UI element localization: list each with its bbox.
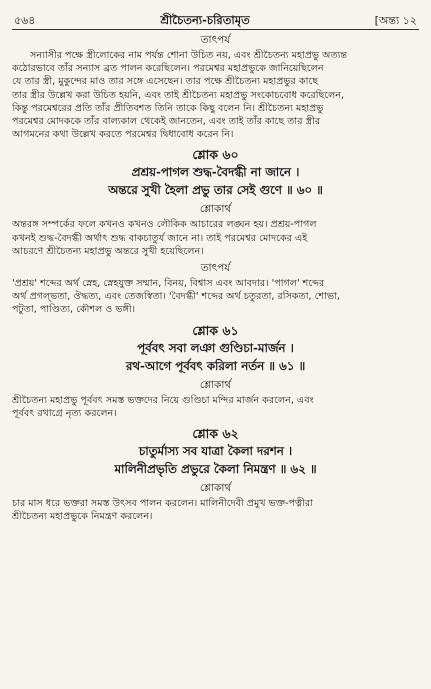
verse-62-translation: চার মাস ধরে ভক্তরা সমস্ত উৎসব পালন করলেন। মালিনীদেবী প্রমুখ ভক্ত-পত্নীরা শ্রীচৈতন্য মহাপ্রভুকে নিমন্ত্রণ করলেন। (12, 498, 313, 523)
verse-60-line-1: প্রশ্রয়-পাগল শুদ্ধ-বৈদগ্ধী না জানে । (131, 165, 300, 180)
page-number: ৫৬৪ (14, 14, 36, 27)
verse-61-title: শ্লোক ৬১ (192, 322, 239, 338)
verse-61-translation: শ্রীচৈতন্য মহাপ্রভু পূর্ববৎ সমস্ত ভক্তদের নিয়ে গুণ্ডিচা মন্দির মার্জন করলেন, এবং পূর্ববৎ রথাগ্রে নৃত্য করলেন। (12, 394, 314, 419)
page-header (12, 4, 419, 30)
verse-62-line-1: চাতুর্মাস্য সব যাত্রা কৈলা দরশন । (138, 444, 293, 459)
verse-61-line-2: রথ-আগে পূর্ববৎ করিলা নর্তন ॥ ৬১ ॥ (125, 358, 306, 373)
verse-60-translation-heading: শ্লোকার্থ (199, 203, 232, 216)
verse-60-translation: অন্তরঙ্গ সম্পর্কের ফলে কখনও কখনও লৌকিক আচারের লঙ্ঘন হয়। প্রশ্রয়-পাগল কখনই শুদ্ধ-বৈদগ্ধী অর্থাৎ শুদ্ধ বাকচাতুর্য জানে না। তাই পরমেশ্বর মোদকের এই আচরণে শ্রীচৈতন্য মহাপ্রভু অন্তরে সুখী হয়েছিলেন। (12, 219, 317, 257)
book-title: শ্রীচৈতন্য-চরিতামৃত (160, 12, 250, 27)
verse-62-translation-heading: শ্লোকার্থ (199, 482, 232, 495)
verse-61-translation-heading: শ্লোকার্থ (199, 378, 232, 391)
purport-text: সন্যাসীর পক্ষে স্ত্রীলোকের নাম পর্যন্ত শোনা উচিত নয়, এবং শ্রীচৈতন্য মহাপ্রভু অত্যন্ত কঠোরভাবে তাঁর সন্যাস ব্রত পালন করেছিলেন। পরমেশ্বর মহাপ্রভুকে জানিয়েছিলেন যে তার স্ত্রী, মুকুন্দের মাও তার সঙ্গে এসেছেন। তার পক্ষে শ্রীচৈতন্য মহাপ্রভুর কাছে তার স্ত্রীর উল্লেখ করা উচিত হয়নি, এবং তাই শ্রীচৈতন্য মহাপ্রভু সংকোচবোধ করেছিলেন, কিন্তু পরমেশ্বরের প্রতি তাঁর প্রীতিবশত তিনি তাকে কিছু বলেন নি। শ্রীচৈতন্য মহাপ্রভু পরমেশ্বর মোদককে তাঁর বাল্যকাল থেকেই জানতেন, এবং তাই তাঁর কাছে তার স্ত্রীর আগমনের কথা উল্লেখ করতে পরমেশ্বর দ্বিধাবোধ করেন নি। (12, 50, 348, 141)
verse-60-title: শ্লোক ৬০ (192, 147, 239, 163)
purport-heading: তাৎপর্য (200, 34, 231, 46)
verse-60-purport: 'প্রশ্রয়' শব্দের অর্থ স্নেহ, স্নেহযুক্ত সম্মান, বিনয়, বিশ্বাস এবং আবদার। 'পাগল' শব্দের অর্থ প্রগল্ভতা, ঔদ্ধত্য, এবং তেজস্বিতা। 'বৈদগ্ধী' শব্দের অর্থ চতুরতা, রসিকতা, শোভা, পটুতা, পাণ্ডিত্য, কৌশল ও ভঙ্গী। (12, 278, 340, 316)
verse-62-line-2: মালিনীপ্রভৃতি প্রভুরে কৈলা নিমন্ত্রণ ॥ ৬২ ॥ (114, 462, 317, 477)
section-label: [অন্ত্য ১২ (374, 14, 417, 27)
verse-60-purport-heading: তাৎপর্য (200, 262, 231, 275)
verse-61-line-1: পূর্ববৎ সবা লঞা গুণ্ডিচা-মার্জন । (137, 340, 294, 355)
verse-60-line-2: অন্তরে সুখী হৈলা প্রভু তার সেই গুণে ॥ ৬০ ॥ (108, 183, 323, 198)
verse-62-title: শ্লোক ৬২ (192, 426, 239, 442)
